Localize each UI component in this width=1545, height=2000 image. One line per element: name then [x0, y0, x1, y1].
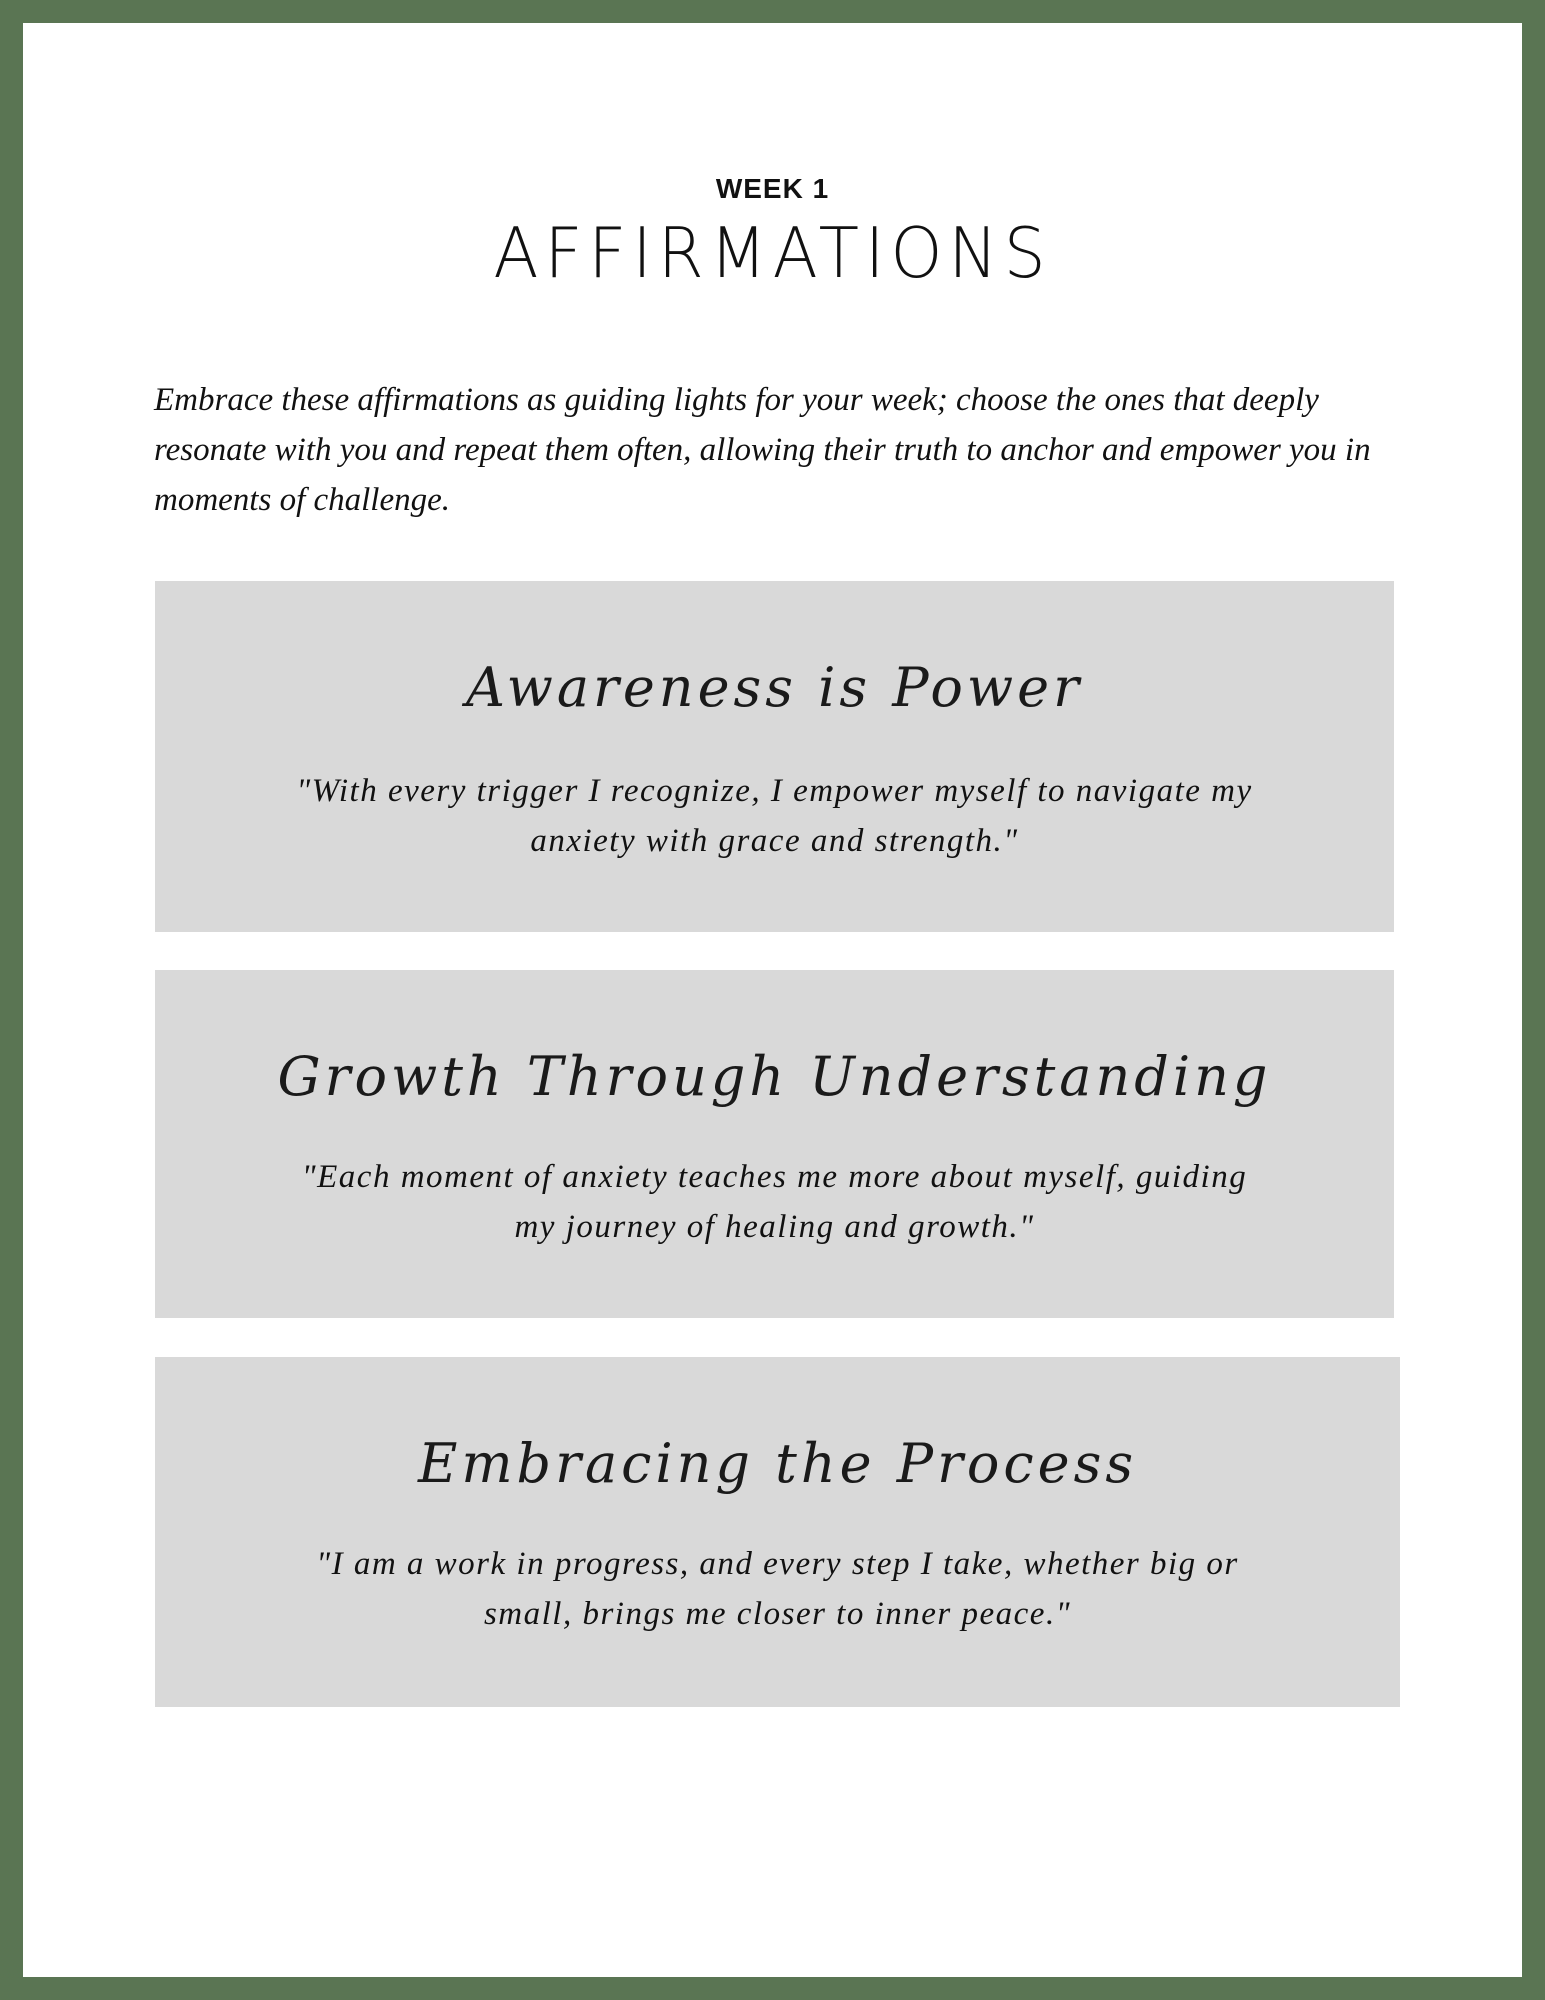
affirmation-quote: "I am a work in progress, and every step I take, whether big or small, brings me closer to inner peace." — [316, 1546, 1239, 1632]
affirmation-quote: "Each moment of anxiety teaches me more about myself, guiding my journey of healing and growth." — [301, 1159, 1248, 1245]
affirmation-card-growth — [155, 970, 1394, 1318]
affirmation-quote: "With every trigger I recognize, I empower myself to navigate my anxiety with grace and strength." — [296, 773, 1253, 859]
intro-paragraph: Embrace these affirmations as guiding lights for your week; choose the ones that deeply resonate with you and repeat them often, allowing their truth to anchor and empower you in moments of challenge. — [154, 382, 1371, 518]
affirmation-title: Growth Through Understanding — [277, 1045, 1272, 1108]
worksheet-page — [23, 23, 1522, 1977]
week-label: WEEK 1 — [715, 173, 830, 204]
affirmation-card-awareness — [155, 581, 1394, 932]
affirmation-card-process — [155, 1357, 1400, 1707]
affirmation-title: Embracing the Process — [417, 1432, 1138, 1495]
affirmation-title: Awareness is Power — [466, 656, 1083, 719]
page-title: AFFIRMATIONS — [493, 213, 1052, 294]
